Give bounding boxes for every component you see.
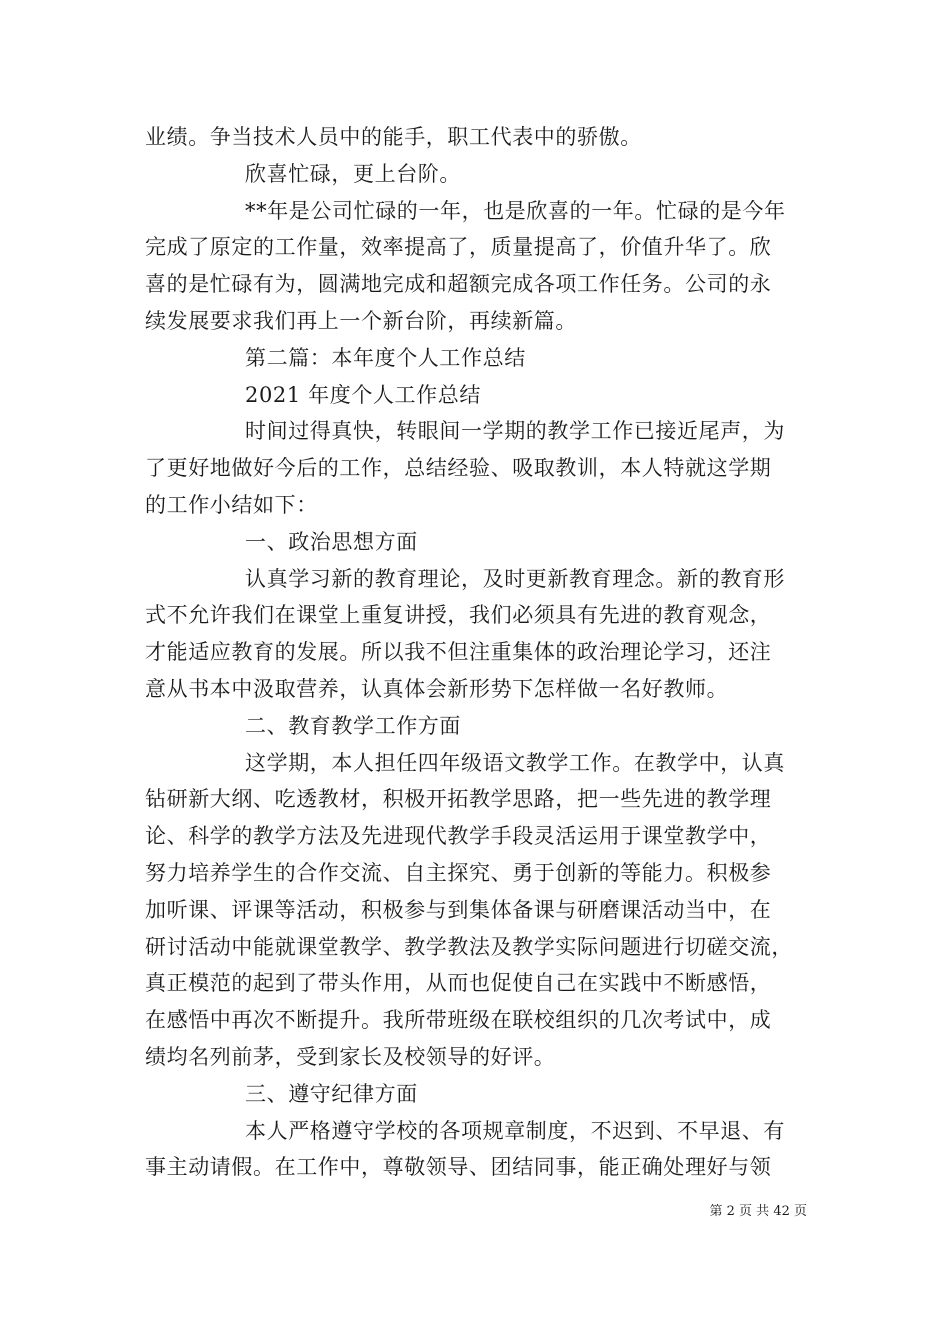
text-line: 三、遵守纪律方面 bbox=[245, 1081, 418, 1106]
text-line: 时间过得真快，转眼间一学期的教学工作已接近尾声，为 bbox=[245, 419, 785, 444]
text-line: 2021 年度个人工作总结 bbox=[245, 382, 481, 407]
text-line: 本人严格遵守学校的各项规章制度，不迟到、不早退、有 bbox=[245, 1118, 785, 1143]
document-body bbox=[145, 119, 815, 1186]
text-line: 努力培养学生的合作交流、自主探究、勇于创新的等能力。积极参 bbox=[145, 860, 772, 885]
text-line: 式不允许我们在课堂上重复讲授，我们必须具有先进的教育观念， bbox=[145, 603, 772, 628]
text-line: 钻研新大纲、吃透教材，积极开拓教学思路，把一些先进的教学理 bbox=[145, 787, 772, 812]
page-number: 第 2 页 共 42 页 bbox=[709, 1204, 807, 1219]
text-line: 加听课、评课等活动，积极参与到集体备课与研磨课活动当中，在 bbox=[145, 897, 772, 922]
text-line: 意从书本中汲取营养，认真体会新形势下怎样做一名好教师。 bbox=[145, 676, 729, 701]
text-line: 这学期，本人担任四年级语文教学工作。在教学中，认真 bbox=[245, 750, 785, 775]
text-line: 欣喜忙碌，更上台阶。 bbox=[245, 161, 461, 186]
text-line: 续发展要求我们再上一个新台阶，再续新篇。 bbox=[145, 308, 577, 333]
text-line: 论、科学的教学方法及先进现代教学手段灵活运用于课堂教学中， bbox=[145, 824, 772, 849]
text-line: 完成了原定的工作量，效率提高了，质量提高了，价值升华了。欣 bbox=[145, 235, 772, 260]
text-line: 喜的是忙碌有为，圆满地完成和超额完成各项工作任务。公司的永 bbox=[145, 272, 772, 297]
text-line: 一、政治思想方面 bbox=[245, 529, 418, 554]
text-line: 业绩。争当技术人员中的能手，职工代表中的骄傲。 bbox=[145, 125, 642, 149]
text-line: 事主动请假。在工作中，尊敬领导、团结同事，能正确处理好与领 bbox=[145, 1155, 772, 1180]
text-line: 了更好地做好今后的工作，总结经验、吸取教训，本人特就这学期 bbox=[145, 456, 772, 481]
text-line: 在感悟中再次不断提升。我所带班级在联校组织的几次考试中，成 bbox=[145, 1008, 772, 1033]
text-line: 真正模范的起到了带头作用，从而也促使自己在实践中不断感悟， bbox=[145, 971, 772, 996]
text-line: 研讨活动中能就课堂教学、教学教法及教学实际问题进行切磋交流， bbox=[145, 934, 793, 959]
text-line: 第二篇：本年度个人工作总结 bbox=[245, 345, 526, 370]
text-line: 二、教育教学工作方面 bbox=[245, 713, 461, 738]
text-line: 认真学习新的教育理论，及时更新教育理念。新的教育形 bbox=[245, 566, 785, 591]
text-line: **年是公司忙碌的一年，也是欣喜的一年。忙碌的是今年 bbox=[245, 198, 786, 223]
text-line: 的工作小结如下： bbox=[145, 492, 318, 517]
text-line: 才能适应教育的发展。所以我不但注重集体的政治理论学习，还注 bbox=[145, 640, 772, 665]
text-line: 绩均名列前茅，受到家长及校领导的好评。 bbox=[145, 1044, 556, 1069]
